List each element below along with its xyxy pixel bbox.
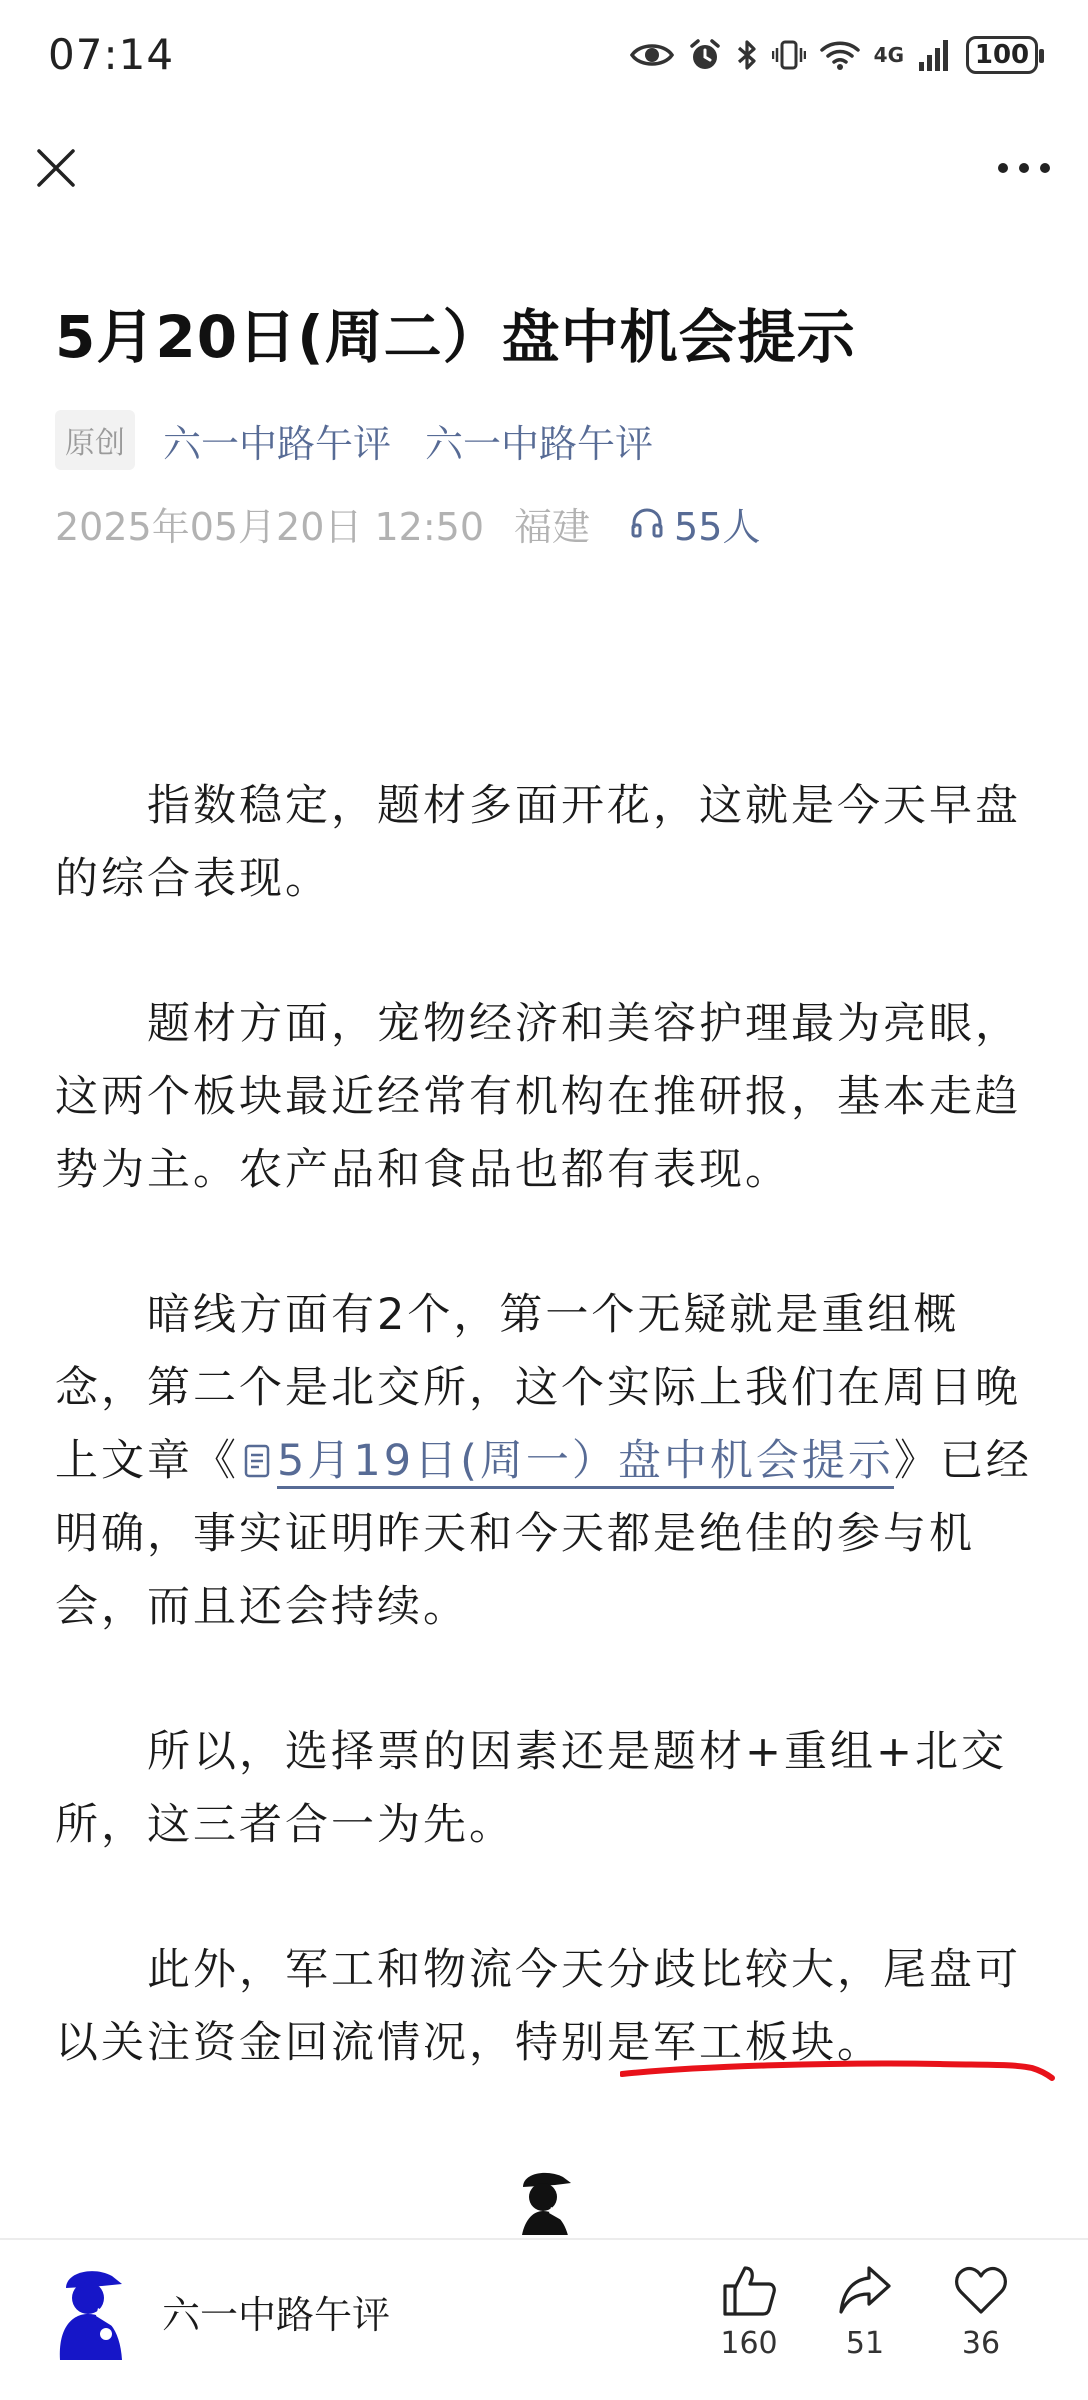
close-button[interactable] [28,140,84,196]
account-link[interactable]: 六一中路午评 [425,421,654,466]
battery-icon [966,36,1038,74]
vibrate-icon [772,38,806,72]
paragraph-3-text-after: 》已经明确，事实证明昨天和今天都是绝佳的参与机会，而且还会持续。 [55,1436,1032,1632]
article-link-icon [243,1443,271,1479]
thumbs-up-icon [721,2262,777,2318]
paragraph-1: 指数稳定，题材多面开花，这就是今天早盘的综合表现。 [55,781,1021,904]
author-avatar[interactable] [52,2262,132,2362]
listener-count: 55人 [674,504,761,549]
more-icon [996,161,1052,175]
wifi-icon [820,39,860,71]
bluetooth-icon [736,38,758,72]
close-icon [36,148,76,188]
article-title: 5月20日(周二）盘中机会提示 [55,303,856,371]
publish-info [55,494,760,552]
status-bar [0,0,1088,116]
publish-date: 2025年05月20日 12:50 [55,504,485,549]
signal-icon [918,38,952,72]
paragraph-3 [55,1279,1035,1644]
publish-location: 福建 [514,504,591,549]
battery-level: 100 [974,40,1030,70]
alarm-icon [688,38,722,72]
article-body [55,770,1035,2152]
paragraph-5: 此外，军工和物流今天分歧比较大，尾盘可以关注资金回流情况，特别是军工板块。 [55,1945,1021,2068]
red-underline-annotation [620,2050,1060,2100]
author-silhouette-image [505,2165,585,2235]
favorite-count: 36 [961,2326,1001,2361]
like-button[interactable] [704,2262,794,2361]
paragraph-2: 题材方面，宠物经济和美容护理最为亮眼，这两个板块最近经常有机构在推研报，基本走趋势为主。农产品和食品也都有表现。 [55,999,1021,1195]
favorite-button[interactable] [936,2262,1026,2361]
status-time: 07:14 [48,30,175,79]
like-count: 160 [720,2326,778,2361]
headphones-icon [630,506,664,540]
paragraph-4: 所以，选择票的因素还是题材+重组+北交所，这三者合一为先。 [55,1727,1008,1850]
more-button[interactable] [988,140,1060,196]
paragraph-3-text-before: 暗线方面有2个，第一个无疑就是重组概念，第二个是北交所，这个实际上我们在周日晚上文章《 [55,1290,1021,1486]
eye-icon [630,40,674,70]
author-link[interactable]: 六一中路午评 [163,421,392,466]
author-name[interactable]: 六一中路午评 [162,2293,391,2337]
related-article-link[interactable]: 5月19日(周一）盘中机会提示 [277,1436,894,1489]
share-count: 51 [845,2326,885,2361]
article-meta [55,410,687,470]
heart-icon [953,2262,1009,2318]
original-badge: 原创 [55,410,135,470]
bottom-action-bar [0,2238,1088,2400]
share-button[interactable] [820,2262,910,2361]
status-icons [630,30,1038,80]
share-icon [837,2262,893,2318]
author-avatar-image [52,2262,132,2362]
network-type: 4G [873,43,904,67]
listen-button[interactable] [630,496,760,551]
